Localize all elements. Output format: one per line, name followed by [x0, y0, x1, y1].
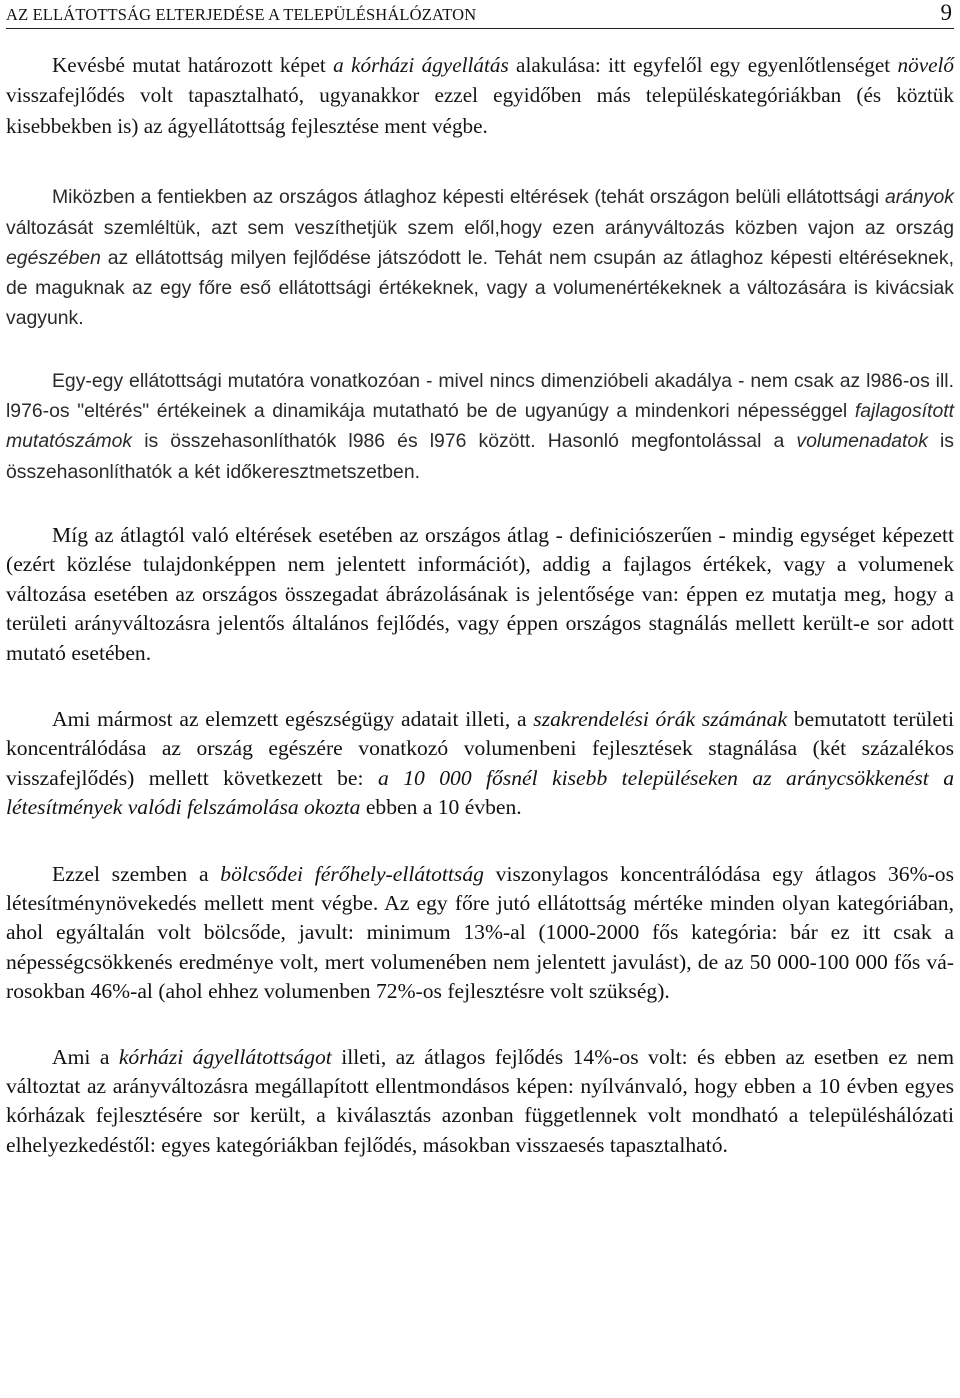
- text-run: alakulása: itt egyfelől egy egyenlőtlenséget: [508, 53, 898, 77]
- italic-emphasis: növelő: [897, 53, 954, 77]
- text-run: viszonylagos koncentrálódása egy átlagos 36%-os létesítménynövekedés mellett ment végbe. Az egy főre jutó ellátottság mértéke minden olyan kategóriában, ahol egyáltalán volt bölcsőde, javult: minimum 13%-al (1000-2000 fős kategória: bár ez itt csak a népességcsökkenés eredménye volt, mert volumenében nem jelentett javulást), de az 50 000-100 000 fős városokban 46%-al (ahol ehhez volumenben 72%-os fejlesztésre volt szükség).: [6, 861, 954, 1004]
- italic-emphasis: bölcsődei férőhely-ellátottság: [220, 861, 484, 886]
- text-run: bemutatott területi koncentrálódása az ország egészére vonatkozó volumenbeni fejlesztések stagnálása (két százalékos visszafejlődés) mellett következett be:: [6, 706, 955, 790]
- text-run: az ellátottság milyen fejlődése játszódott le.: [100, 246, 495, 269]
- text-run: változását szemléltük, azt sem veszíthetjük szem elől,hogy ezen arányváltozás közben vajon az ország: [6, 216, 954, 239]
- italic-emphasis: fajlagosított mutatószámok: [6, 400, 954, 453]
- paragraph-6: [6, 860, 954, 1007]
- paragraph-3: [6, 366, 954, 487]
- text-run: Ami a: [52, 1044, 119, 1069]
- text-run: Ezzel szemben a: [52, 861, 221, 886]
- italic-emphasis: arányok: [885, 186, 954, 209]
- text-run: Miközben a fentiekben az országos átlaghoz képesti eltérések (tehát országon belüli ellátottsági: [52, 186, 885, 209]
- text-run: Tehát nem csupán az átlaghoz képesti eltéréseknek, de maguknak az egy főre eső ellátottsági értékeknek, vagy a volumenértékeknek a változására is kivácsiak vagyunk.: [6, 246, 954, 330]
- italic-emphasis: volumenadatok: [796, 430, 928, 453]
- paragraph-5: [6, 705, 954, 823]
- text-run: visszafejlődés volt tapasztalható, ugyanakkor ezzel egyidőben más településkategóriákban (és köztük kisebbekben is) az ágyellátottság fejlesztése ment végbe.: [6, 83, 954, 138]
- body-text: [6, 50, 954, 1160]
- italic-emphasis: kórházi ágyellátottságot: [118, 1044, 332, 1069]
- text-run: Egy-egy ellátottsági mutatóra vonatkozóan - mivel nincs dimenzióbeli akadálya - nem csak az l986-os ill. l976-os "eltérés" értékeinek a dinamikája mutatható be de ugyanúgy a mindenkori népességgel: [6, 369, 954, 422]
- text-run: ebben a 10 évben.: [360, 795, 522, 820]
- italic-emphasis: a 10 000 fősnél kisebb településeken az aránycsökkenést a létesítmények valódi felszámolása okozta: [6, 765, 954, 820]
- page-number: 9: [940, 0, 952, 25]
- running-header-title: AZ ELLÁTOTTSÁG ELTERJEDÉSE A TELEPÜLÉSHÁLÓZATON: [6, 5, 477, 24]
- text-run: Kevésbé mutat határozott képet: [52, 53, 334, 77]
- running-header: [6, 0, 954, 29]
- text-run: is összehasonlíthatók a két időkeresztmetszetben.: [6, 430, 954, 483]
- italic-emphasis: egészében: [6, 246, 101, 269]
- italic-emphasis: szakrendelési órák számának: [533, 706, 788, 731]
- text-run: illeti, az átlagos fejlődés 14%-os volt: és ebben az esetben ez nem változtat az arányváltozásra megállapított ellentmondásos képen: nyílvánvaló, hogy ebben a 10 évben egyes kórházak fejlesztésére sor került, a kiválasztás azonban függetlennek volt mondható a településhálózati elhelyezkedéstől: egyes kategóriákban fejlődés, másokban visszaesés tapasztalható.: [6, 1044, 955, 1157]
- text-run: Míg az átlagtól való eltérések esetében az országos átlag - definiciószerűen - mindig egységet képezett (ezért közlése tulajdonképpen nem jelentett információt), addig a fajlagos értékek, vagy a volumenek változása esetében az országos összegadat ábrázolásának is jelentősége van: éppen ez mutatja meg, hogy a területi arányváltozásra jelentős általános fejlődés, vagy éppen országos stagnálás mellett került-e sor adott mutató esetében.: [6, 522, 954, 665]
- paragraph-7: [6, 1043, 954, 1161]
- paragraph-4: [6, 521, 954, 668]
- text-run: Ami mármost az elemzett egészségügy adatait illeti, a: [52, 706, 534, 731]
- paragraph-1: [6, 50, 954, 141]
- text-run: is összehasonlíthatók l986 és l976 között. Hasonló megfontolással a: [132, 430, 797, 453]
- italic-emphasis: a kórházi ágyellátás: [333, 53, 509, 77]
- paragraph-2: [6, 182, 954, 333]
